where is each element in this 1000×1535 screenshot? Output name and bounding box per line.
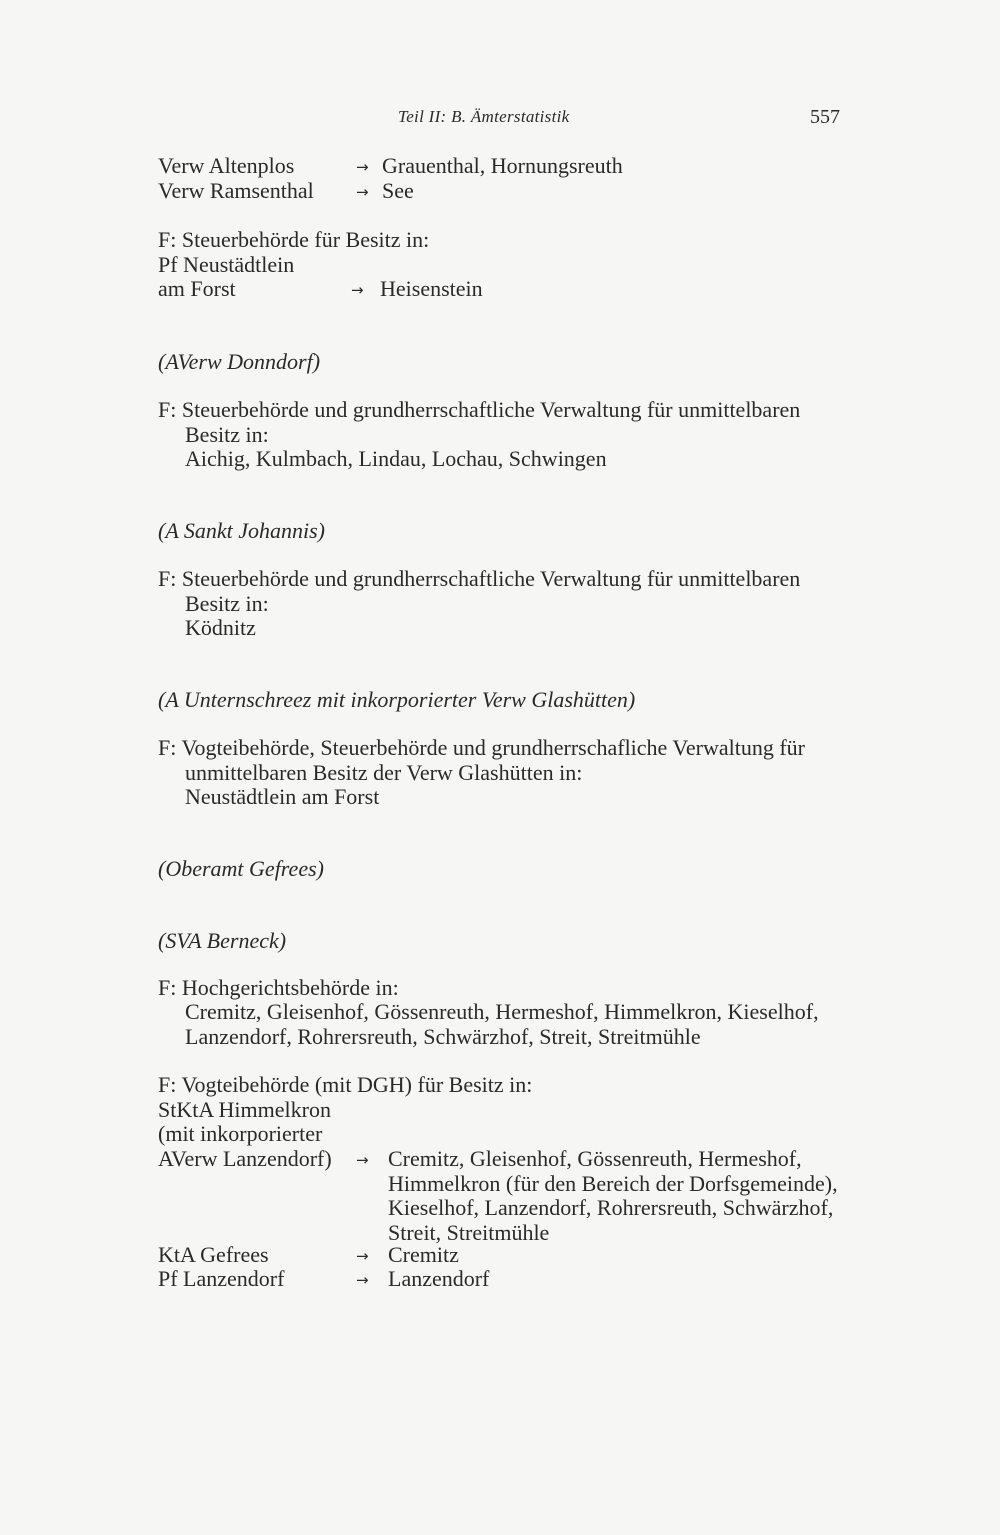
source-line: (mit inkorporierter [158,1121,323,1146]
page-number: 557 [810,106,840,128]
arrow-right-icon: → [356,1151,369,1169]
continuation-line: Besitz in: [185,422,269,447]
function-line: F: Steuerbehörde und grundherrschaftliche Verwaltung für unmittelbaren [158,397,801,422]
arrow-right-icon: → [351,281,364,299]
function-line: F: Steuerbehörde und grundherrschaftliche Verwaltung für unmittelbaren [158,566,801,591]
place-list: Aichig, Kulmbach, Lindau, Lochau, Schwingen [185,446,607,471]
mapping-source: Pf Lanzendorf [158,1266,285,1291]
arrow-right-icon: → [356,183,369,201]
function-line: F: Vogteibehörde, Steuerbehörde und grundherrschafliche Verwaltung für [158,735,805,760]
source-line: am Forst [158,276,236,301]
continuation-line: Besitz in: [185,591,269,616]
target-line: Himmelkron (für den Bereich der Dorfsgemeinde), [388,1170,838,1196]
section-heading: (SVA Berneck) [158,928,287,953]
function-line: F: Hochgerichtsbehörde in: [158,975,399,1000]
arrow-right-icon: → [356,158,369,176]
mapping-target: Cremitz [388,1242,459,1267]
arrow-right-icon: → [356,1247,369,1265]
mapping-source: KtA Gefrees [158,1242,269,1267]
target-line: Cremitz, Gleisenhof, Gössenreuth, Hermeshof, [388,1146,802,1171]
mapping-target: See [382,178,414,203]
source-line: Pf Neustädtlein [158,252,295,277]
mapping-source: Verw Ramsenthal [158,178,314,203]
place-list: Lanzendorf, Rohrersreuth, Schwärzhof, Streit, Streitmühle [185,1024,701,1049]
section-heading: (Oberamt Gefrees) [158,856,324,881]
section-heading: (A Sankt Johannis) [158,518,326,543]
section-heading: (A Unternschreez mit inkorporierter Verw Glashütten) [158,687,636,712]
function-line: F: Steuerbehörde für Besitz in: [158,227,430,252]
target-line: Streit, Streitmühle [388,1219,550,1245]
source-line: AVerw Lanzendorf) [158,1146,332,1171]
mapping-target: Lanzendorf [388,1266,490,1291]
mapping-target: Grauenthal, Hornungsreuth [382,153,623,178]
target-list [388,1147,848,1245]
arrow-right-icon: → [356,1271,369,1289]
function-line: F: Vogteibehörde (mit DGH) für Besitz in: [158,1072,533,1097]
continuation-line: unmittelbaren Besitz der Verw Glashütten in: [185,760,583,785]
place-list: Cremitz, Gleisenhof, Gössenreuth, Hermeshof, Himmelkron, Kieselhof, [185,999,819,1024]
section-heading: (AVerw Donndorf) [158,349,321,374]
mapping-target: Heisenstein [380,276,483,301]
place-list: Neustädtlein am Forst [185,784,380,809]
place-list: Ködnitz [185,615,256,640]
running-title: Teil II: B. Ämterstatistik [398,107,570,126]
mapping-source: Verw Altenplos [158,153,295,178]
target-line: Kieselhof, Lanzendorf, Rohrersreuth, Schwärzhof, [388,1195,834,1220]
source-line: StKtA Himmelkron [158,1097,331,1122]
